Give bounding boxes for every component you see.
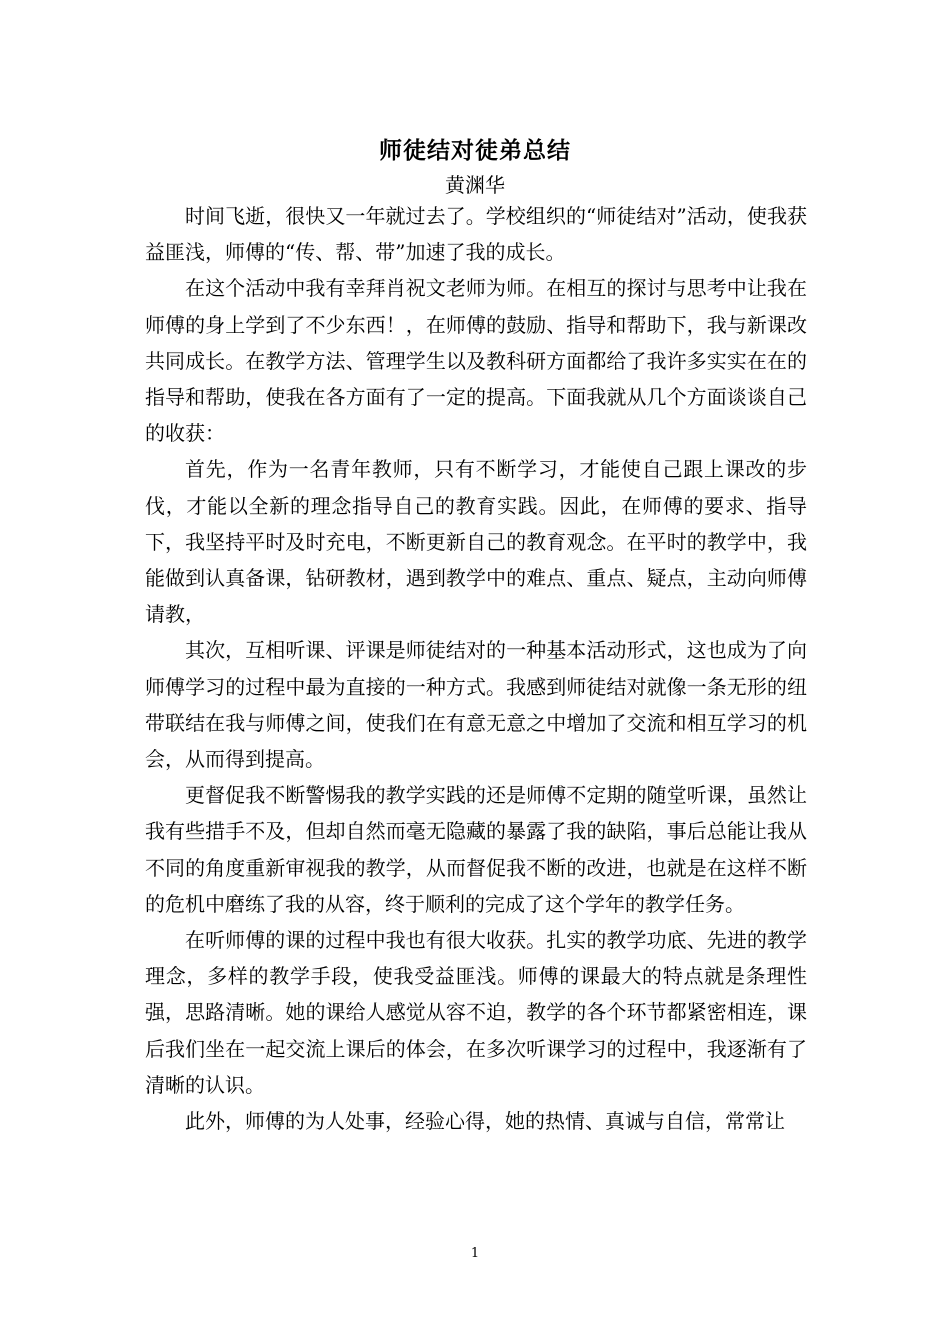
- document-title: 师徒结对徒弟总结: [379, 138, 571, 164]
- paragraph-7: 此外，师傅的为人处事，经验心得，她的热情、真诚与自信，常常让: [185, 1109, 785, 1134]
- document-body: [145, 198, 807, 1139]
- paragraph-5: 更督促我不断警惕我的教学实践的还是师傅不定期的随堂听课，虽然让我有些措手不及，但却自然而毫无隐藏的暴露了我的缺陷，事后总能让我从不同的角度重新审视我的教学，从而督促我不断的改进，也就是在这样不断的危机中磨练了我的从容，终于顺利的完成了这个学年的教学任务。: [145, 783, 807, 916]
- paragraph-3: 首先，作为一名青年教师，只有不断学习，才能使自己跟上课改的步伐，才能以全新的理念指导自己的教育实践。因此，在师傅的要求、指导下，我坚持平时及时充电，不断更新自己的教育观念。在平时的教学中，我能做到认真备课，钻研教材，遇到教学中的难点、重点、疑点，主动向师傅请教，: [145, 457, 807, 627]
- paragraph-4: 其次，互相听课、评课是师徒结对的一种基本活动形式，这也成为了向师傅学习的过程中最为直接的一种方式。我感到师徒结对就像一条无形的纽带联结在我与师傅之间，使我们在有意无意之中增加了交流和相互学习的机会，从而得到提高。: [145, 638, 807, 772]
- page-number: 1: [470, 1246, 480, 1261]
- paragraph-6: 在听师傅的课的过程中我也有很大收获。扎实的教学功底、先进的教学理念，多样的教学手段，使我受益匪浅。师傅的课最大的特点就是条理性强，思路清晰。她的课给人感觉从容不迫，教学的各个环节都紧密相连，课后我们坐在一起交流上课后的体会，在多次听课学习的过程中，我逐渐有了清晰的认识。: [145, 928, 807, 1097]
- paragraph-2: 在这个活动中我有幸拜肖祝文老师为师。在相互的探讨与思考中让我在师傅的身上学到了不少东西！，在师傅的鼓励、指导和帮助下，我与新课改共同成长。在教学方法、管理学生以及教科研方面都给了我许多实实在在的指导和帮助，使我在各方面有了一定的提高。下面我就从几个方面谈谈自己的收获：: [145, 276, 807, 446]
- paragraph-1: 时间飞逝，很快又一年就过去了。学校组织的“师徒结对”活动，使我获益匪浅，师傅的“传、帮、带”加速了我的成长。: [145, 204, 807, 265]
- document-author: 黄渊华: [445, 173, 505, 197]
